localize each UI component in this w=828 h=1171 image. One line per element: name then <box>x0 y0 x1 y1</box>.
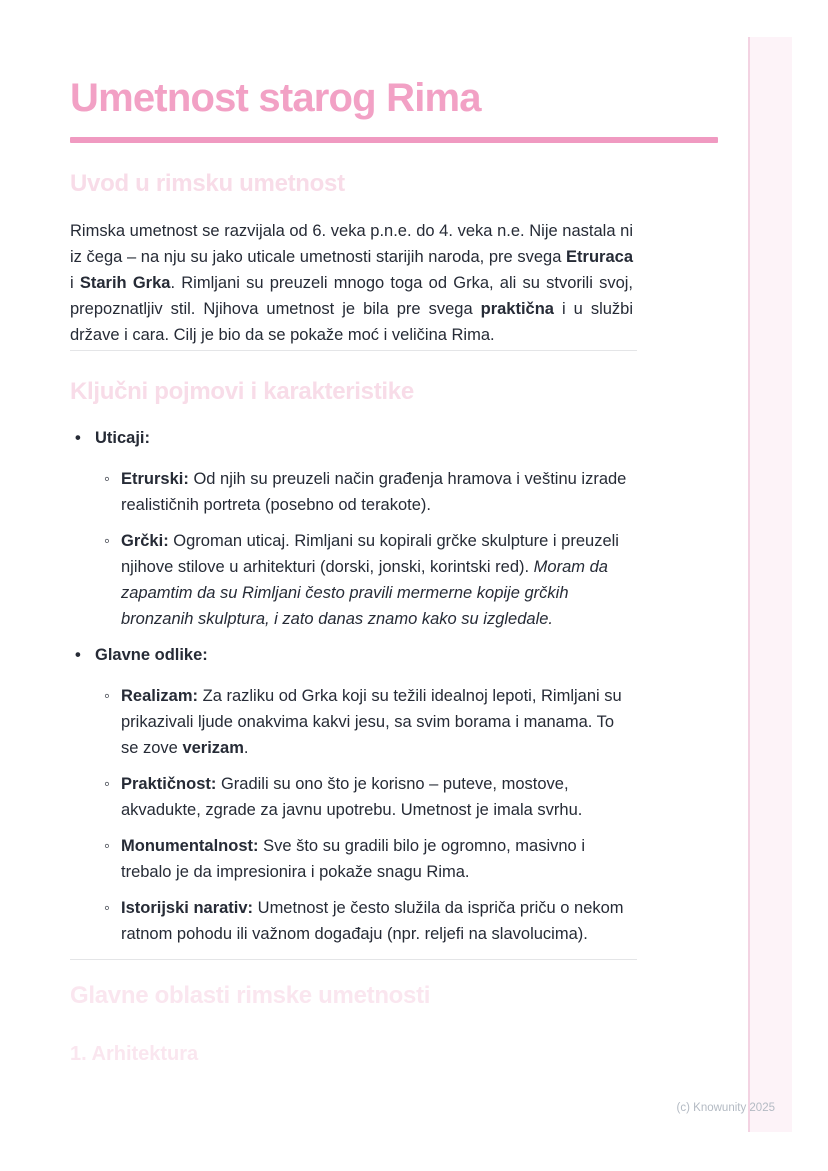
bullet-list <box>70 425 633 947</box>
document-content <box>70 0 718 1066</box>
term-bold-word: verizam <box>182 739 244 757</box>
term-italic-note: Moram da zapamtim da su Rimljani često pravili mermerne kopije grčkih bronzanih skulptura, i zato danas znamo kako su izgledale. <box>121 558 608 628</box>
copyright-credit: (c) Knowunity 2025 <box>676 1102 775 1114</box>
list-item-realizam <box>95 683 633 761</box>
term-text: Gradili su ono što je korisno – puteve, mostove, akvadukte, zgrade za javnu upotrebu. Umetnost je imala svrhu. <box>121 775 583 819</box>
section-heading-key-concepts: Ključni pojmovi i karakteristike <box>70 378 414 405</box>
paragraph-segment-bold: Starih Grka <box>79 274 171 292</box>
sub-list-uticaji <box>95 466 633 632</box>
paragraph-segment: i <box>70 274 80 292</box>
intro-paragraph <box>70 218 633 348</box>
section-divider <box>70 959 637 960</box>
term-text: Za razliku od Grka koji su težili idealnoj lepoti, Rimljani su prikazivali ljude onakvima kakvi jesu, sa svim borama i manama. To se zove <box>121 687 622 757</box>
section-heading-main-areas: Glavne oblasti rimske umetnosti <box>70 982 431 1009</box>
list-item-uticaji <box>70 425 633 632</box>
list-item-etrurski <box>95 466 633 518</box>
subsection-heading-arhitektura: 1. Arhitektura <box>70 1043 199 1065</box>
term-label: Monumentalnost: <box>121 837 259 855</box>
paragraph-segment-bold: praktična <box>480 300 554 318</box>
section-heading-intro: Uvod u rimsku umetnost <box>70 170 345 197</box>
term-label: Etrurski: <box>121 470 189 488</box>
term-text: Ogroman uticaj. Rimljani su kopirali grčke skulpture i preuzeli njihove stilove u arhitekturi (dorski, jonski, korintski red). <box>121 532 619 576</box>
list-item-istorijski-narativ <box>95 895 633 947</box>
list-item-prakticnost <box>95 771 633 823</box>
paragraph-segment: i u službi države i cara. Cilj je bio da se pokaže moć i veličina Rima. <box>70 300 634 344</box>
paragraph-segment: Rimska umetnost se razvijala od 6. veka p.n.e. do 4. veka n.e. Nije nastala ni iz čega – na nju su jako uticale umetnosti starijih naroda, pre svega <box>70 222 633 266</box>
sub-list-glavne-odlike <box>95 683 633 947</box>
term-label: Istorijski narativ: <box>121 899 254 917</box>
term-label: Grčki: <box>121 532 169 550</box>
section-divider <box>70 350 637 351</box>
term-text: Umetnost je često služila da ispriča priču o nekom ratnom pohodu ili važnom događaju (npr. reljefi na slavolucima). <box>121 899 624 943</box>
list-item-label: Glavne odlike: <box>95 646 208 664</box>
section-intro <box>70 170 718 348</box>
list-item-monumentalnost <box>95 833 633 885</box>
title-underline-rule <box>70 137 718 143</box>
term-text: Od njih su preuzeli način građenja hramova i veštinu izrade realističnih portreta (posebno od terakote). <box>121 470 627 514</box>
list-item-label: Uticaji: <box>95 429 151 447</box>
term-tail: . <box>243 739 249 757</box>
section-main-areas <box>70 982 718 1066</box>
list-item-glavne-odlike <box>70 642 633 947</box>
list-item-grcki <box>95 528 633 632</box>
page-side-strip <box>748 37 792 1132</box>
page-title: Umetnost starog Rima <box>70 76 481 120</box>
section-key-concepts <box>70 378 718 947</box>
term-label: Realizam: <box>121 687 199 705</box>
paragraph-segment-bold: Etruraca <box>566 248 633 266</box>
paragraph-segment: . Rimljani su preuzeli mnogo toga od Grka, ali su stvorili svoj, prepoznatljiv stil. Njihova umetnost je bila pre svega <box>70 274 633 318</box>
term-text: Sve što su gradili bilo je ogromno, masivno i trebalo je da impresionira i pokaže snagu Rima. <box>121 837 585 881</box>
term-label: Praktičnost: <box>121 775 217 793</box>
